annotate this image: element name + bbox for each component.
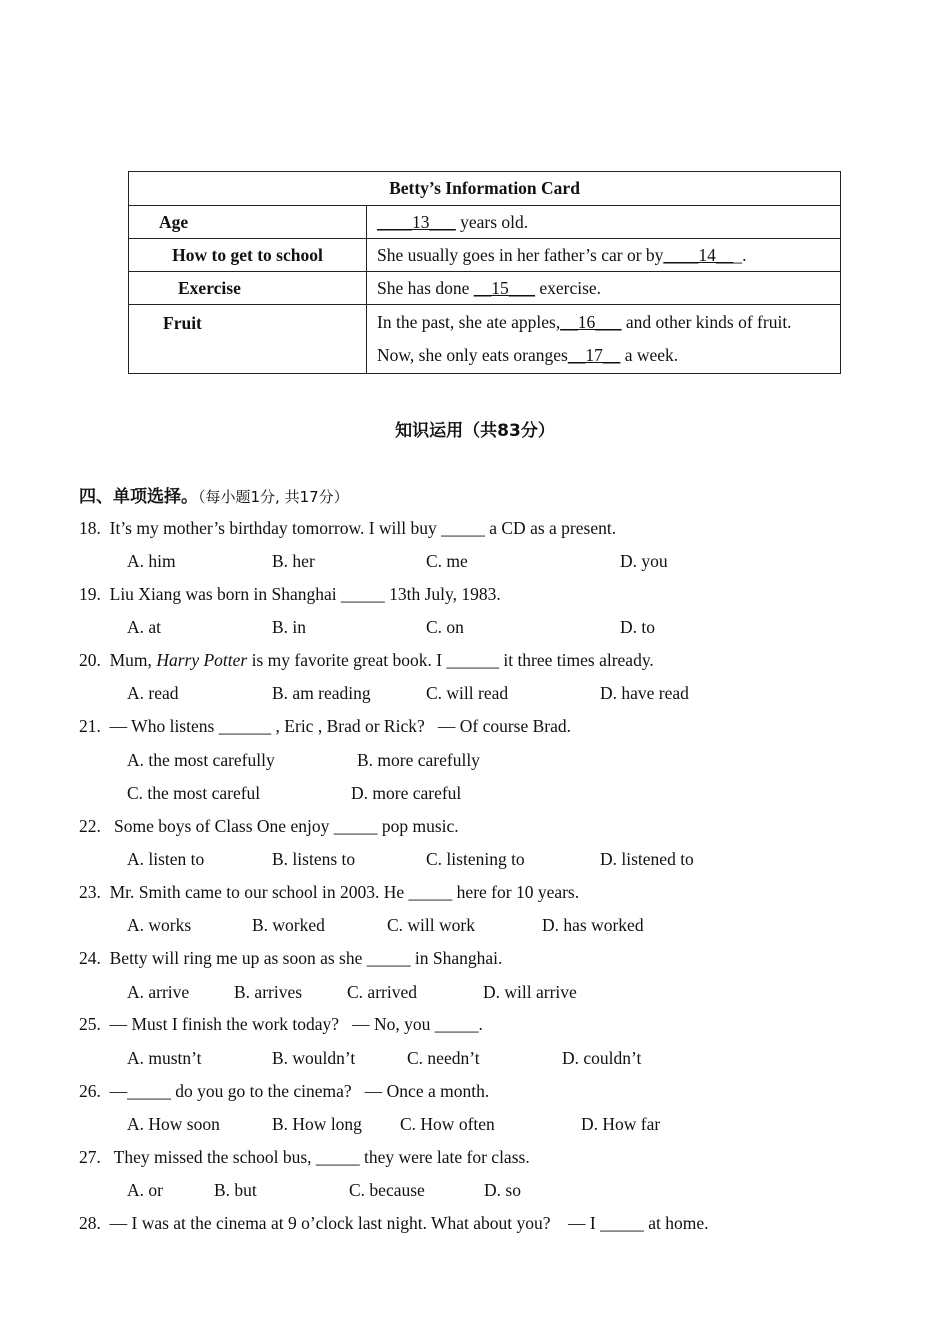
option-21c[interactable]: C. the most careful xyxy=(127,783,261,803)
option-19b[interactable]: B. in xyxy=(272,617,307,637)
option-21b[interactable]: B. more carefully xyxy=(357,750,480,770)
label-school: How to get to school xyxy=(129,239,367,272)
question-28: 28. — I was at the cinema at 9 o’clock last night. What about you? — I _____ at home. xyxy=(79,1213,709,1233)
question-24: 24. Betty will ring me up as soon as she _____ in Shanghai. xyxy=(79,948,503,968)
question-23: 23. Mr. Smith came to our school in 2003. He _____ here for 10 years. xyxy=(79,882,580,902)
option-23a[interactable]: A. works xyxy=(127,915,192,935)
option-27d[interactable]: D. so xyxy=(484,1180,521,1200)
option-23c[interactable]: C. will work xyxy=(387,915,475,935)
question-22: 22. Some boys of Class One enjoy _____ pop music. xyxy=(79,816,459,836)
option-25b[interactable]: B. wouldn’t xyxy=(272,1048,356,1068)
option-20d[interactable]: D. have read xyxy=(600,683,689,703)
option-18b[interactable]: B. her xyxy=(272,551,315,571)
option-22a[interactable]: A. listen to xyxy=(127,849,205,869)
option-26c[interactable]: C. How often xyxy=(400,1114,495,1134)
option-25d[interactable]: D. couldn’t xyxy=(562,1048,642,1068)
blank-13: ____13___ xyxy=(377,211,456,232)
value-fruit: In the past, she ate apples,__16___ and other kinds of fruit. Now, she only eats oranges__17__ a week. xyxy=(367,305,841,374)
value-school: She usually goes in her father’s car or by____14___. xyxy=(367,239,841,272)
option-26b[interactable]: B. How long xyxy=(272,1114,362,1134)
question-19: 19. Liu Xiang was born in Shanghai _____ 13th July, 1983. xyxy=(79,584,501,604)
option-24b[interactable]: B. arrives xyxy=(234,982,303,1002)
option-21a[interactable]: A. the most carefully xyxy=(127,750,275,770)
option-19a[interactable]: A. at xyxy=(127,617,162,637)
option-18c[interactable]: C. me xyxy=(426,551,468,571)
option-19d[interactable]: D. to xyxy=(620,617,655,637)
question-20: 20. Mum, Harry Potter is my favorite great book. I ______ it three times already. xyxy=(79,650,654,670)
blank-16: __16___ xyxy=(560,312,622,332)
blank-14: ____14__ xyxy=(663,244,734,265)
option-27c[interactable]: C. because xyxy=(349,1180,425,1200)
question-21: 21. — Who listens ______ , Eric , Brad or Rick? — Of course Brad. xyxy=(79,716,572,736)
option-26a[interactable]: A. How soon xyxy=(127,1114,220,1134)
option-27b[interactable]: B. but xyxy=(214,1180,257,1200)
option-20b[interactable]: B. am reading xyxy=(272,683,371,703)
option-25c[interactable]: C. needn’t xyxy=(407,1048,480,1068)
option-18a[interactable]: A. him xyxy=(127,551,176,571)
info-card xyxy=(128,171,841,374)
value-age: ____13___ years old. xyxy=(367,206,841,239)
option-20a[interactable]: A. read xyxy=(127,683,179,703)
option-24d[interactable]: D. will arrive xyxy=(483,982,577,1002)
section-title: 知识运用（共83分） xyxy=(395,421,555,441)
label-exercise: Exercise xyxy=(129,272,367,305)
option-22c[interactable]: C. listening to xyxy=(426,849,525,869)
option-22b[interactable]: B. listens to xyxy=(272,849,356,869)
question-26: 26. —_____ do you go to the cinema? — Once a month. xyxy=(79,1081,490,1101)
option-20c[interactable]: C. will read xyxy=(426,683,509,703)
option-24c[interactable]: C. arrived xyxy=(347,982,417,1002)
option-19c[interactable]: C. on xyxy=(426,617,464,637)
option-23b[interactable]: B. worked xyxy=(252,915,325,935)
label-fruit: Fruit xyxy=(129,305,367,374)
book-title: Harry Potter xyxy=(156,650,248,670)
label-age: Age xyxy=(129,206,367,239)
question-18: 18. It’s my mother’s birthday tomorrow. I will buy _____ a CD as a present. xyxy=(79,518,617,538)
option-26d[interactable]: D. How far xyxy=(581,1114,661,1134)
value-exercise: She has done __15___ exercise. xyxy=(367,272,841,305)
option-27a[interactable]: A. or xyxy=(127,1180,163,1200)
option-24a[interactable]: A. arrive xyxy=(127,982,190,1002)
blank-15: __15___ xyxy=(473,277,535,298)
blank-17: __17__ xyxy=(567,345,621,365)
option-18d[interactable]: D. you xyxy=(620,551,668,571)
option-22d[interactable]: D. listened to xyxy=(600,849,694,869)
card-title: Betty’s Information Card xyxy=(129,172,841,206)
question-25: 25. — Must I finish the work today? — No, you _____. xyxy=(79,1014,483,1034)
option-25a[interactable]: A. mustn’t xyxy=(127,1048,202,1068)
option-23d[interactable]: D. has worked xyxy=(542,915,644,935)
question-27: 27. They missed the school bus, _____ they were late for class. xyxy=(79,1147,530,1167)
part4-heading: 四、单项选择。（每小题1分, 共17分） xyxy=(79,487,349,507)
option-21d[interactable]: D. more careful xyxy=(351,783,462,803)
